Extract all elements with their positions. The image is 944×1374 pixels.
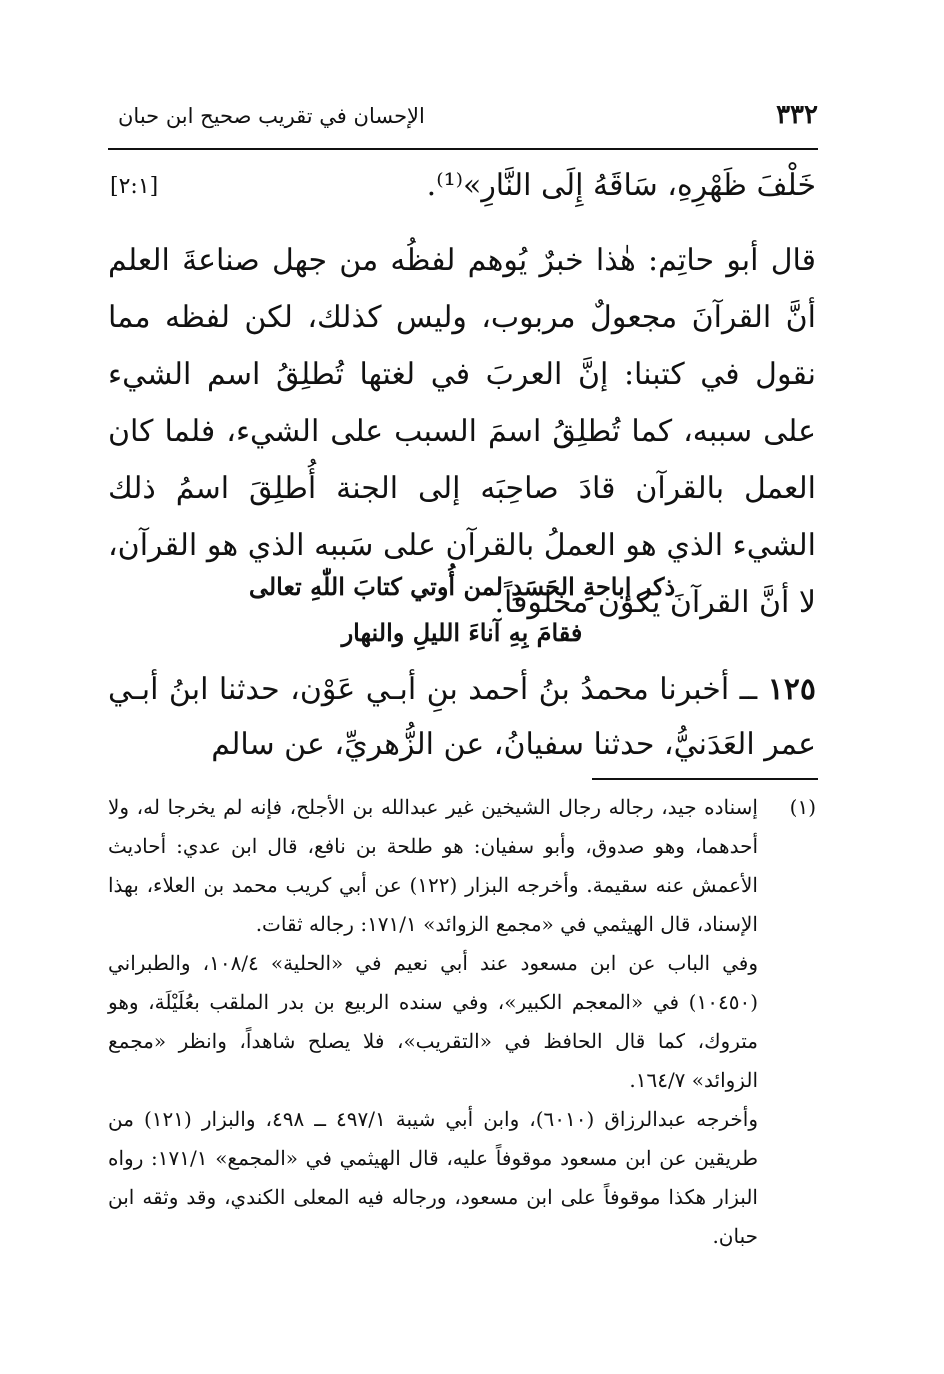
header-divider — [108, 148, 818, 150]
page-number: ٣٣٢ — [776, 100, 818, 130]
footnote-divider — [592, 778, 818, 780]
hadith-block — [108, 662, 816, 772]
commentary-paragraph: قال أبو حاتِم: هٰذا خبرٌ يُوهم لفظُه من جهل صناعةَ العلم أنَّ القرآنَ مجعولٌ مربوب، وليس كذلك، لكن لفظه مما نقول في كتبنا: إنَّ العربَ في لغتها تُطلِقُ اسم الشيء على سببه، كما تُطلِقُ اسمَ السبب على الشيء، فلما كان العمل بالقرآن قادَ صاحِبَه إلى الجنة أُطلِقَ اسمُ ذلك الشيء الذي هو العملُ بالقرآن على سَببه الذي هو القرآن، لا أنَّ القرآنَ يكون مخلوقاً. — [108, 243, 816, 620]
footnote-1 — [108, 788, 816, 944]
running-title: الإحسان في تقريب صحيح ابن حبان — [118, 104, 425, 128]
footnote-paragraph: إسناده جيد، رجاله رجال الشيخين غير عبدالله بن الأجلح، فإنه لم يخرجا له، ولا أحدهما، وهو صدوق، وأبو سفيان: هو طلحة بن نافع، قال ابن عدي: أحاديث الأعمش عنه سقيمة. وأخرجه البزار (١٢٢) عن أبي كريب محمد بن العلاء، بهذا الإسناد، قال الهيثمي في «مجمع الزوائد» ١٧١/١: رجاله ثقات. — [108, 795, 758, 936]
verse-reference: [٢:١] — [110, 174, 159, 199]
footnote-paragraph: وأخرجه عبدالرزاق (٦٠١٠)، وابن أبي شيبة ٤٩٧/١ ــ ٤٩٨، والبزار (١٢١) من طريقين عن ابن مسعود موقوفاً عليه، قال الهيثمي في «المجمع» ١٧١/١: رواه البزار هكذا موقوفاً على ابن مسعود، ورجاله فيه المعلى الكندي، وقد وثقه ابن حبان. — [108, 1107, 758, 1248]
footnote-marker: (١) — [789, 795, 816, 819]
heading-line-1: ذكر إباحةِ الحَسَدِ لمن أُوتي كتابَ اللّٰهِ تعالى — [248, 572, 676, 601]
verse-line — [110, 168, 816, 212]
hadith-dash: ــ — [729, 672, 768, 707]
chapter-heading — [108, 564, 816, 656]
footnote-paragraph: وفي الباب عن ابن مسعود عند أبي نعيم في «الحلية» ١٠٨/٤، والطبراني (١٠٤٥٠) في «المعجم الكبير»، وفي سنده الربيع بن بدر الملقب بعُلَيْلَة، وهو متروك، كما قال الحافظ في «التقريب»، فلا يصلح شاهداً، وانظر «مجمع الزوائد» ١٦٤/٧. — [108, 951, 759, 1092]
verse-text: خَلْفَ ظَهْرِهِ، سَاقَهُ إِلَى النَّارِ»⁽¹⁾. — [426, 168, 816, 203]
heading-line-2: فقامَ بِهِ آناءَ الليلِ والنهار — [341, 618, 583, 647]
hadith-number: ١٢٥ — [767, 672, 816, 707]
page-header — [118, 100, 818, 140]
hadith-text: أخبرنا محمدُ بنُ أحمد بنِ أبـي عَوْن، حدثنا ابنُ أبـي عمر العَدَنيُّ، حدثنا سفيانُ، عن الزُّهريِّ، عن سالم — [108, 672, 816, 762]
hadith-paragraph — [108, 662, 816, 772]
footnotes — [108, 788, 816, 1256]
